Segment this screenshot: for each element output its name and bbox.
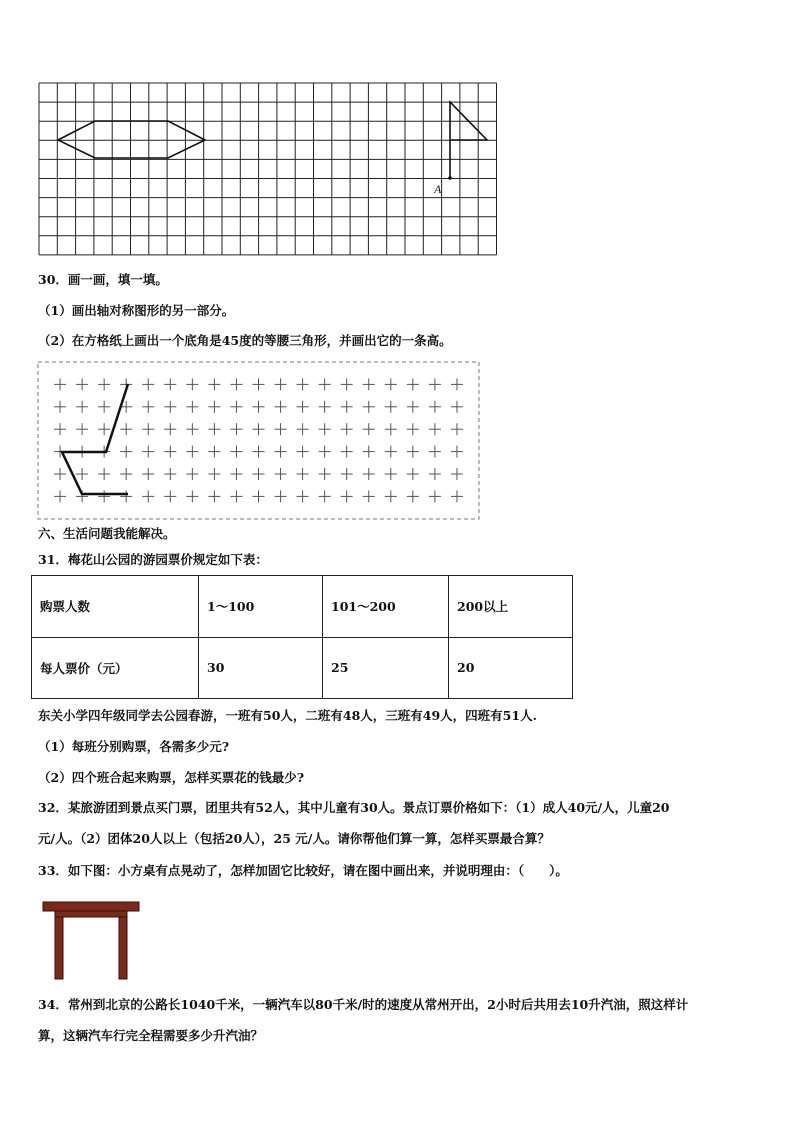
q34-line1: 34．常州到北京的公路长1040千米，一辆汽车以80千米/时的速度从常州开出，2小时后共用去10升汽油，照这样计 — [38, 997, 689, 1012]
q32-line2: 元/人。（2）团体20人以上（包括20人），25 元/人。请你帮他们算一算，怎样买票最合算？ — [38, 831, 550, 846]
square-table-illustration — [42, 900, 142, 982]
grid-figure-2 — [0, 350, 794, 525]
q31-part2: （2）四个班合起来购票，怎样买票花的钱最少? — [38, 770, 305, 785]
table-cell: 20 — [449, 637, 573, 699]
q30-part2: （2）在方格纸上画出一个底角是45度的等腰三角形，并画出它的一条高。 — [38, 333, 452, 348]
ticket-price-table — [31, 575, 573, 699]
q33-title: 33．如下图：小方桌有点晃动了，怎样加固它比较好，请在图中画出来，并说明理由：（ ）。 — [38, 863, 568, 878]
section6-title: 六、生活问题我能解决。 — [38, 526, 176, 541]
hexagon-shape — [58, 121, 205, 158]
partial-figure-shape — [62, 384, 128, 494]
q31-context: 东关小学四年级同学去公园春游，一班有50人，二班有48人，三班有49人，四班有51人. — [38, 708, 537, 723]
q31-part1: （1）每班分别购票，各需多少元? — [38, 739, 230, 754]
q31-title: 31．梅花山公园的游园票价规定如下表： — [38, 552, 268, 567]
table-cell: 200以上 — [449, 576, 573, 638]
point-a-dot — [448, 176, 452, 180]
point-a-label: A — [434, 182, 442, 196]
table-cell: 25 — [323, 637, 449, 699]
table-cell: 30 — [199, 637, 323, 699]
q30-title: 30．画一画，填一填。 — [38, 272, 168, 287]
q34-line2: 算，这辆汽车行完全程需要多少升汽油？ — [38, 1028, 264, 1043]
table-cell: 每人票价（元） — [32, 637, 199, 699]
table-row — [32, 637, 573, 699]
half-figure-shape — [450, 102, 487, 178]
grid-figure-1 — [0, 0, 794, 260]
table-cell: 1～100 — [199, 576, 323, 638]
table-cell: 101～200 — [323, 576, 449, 638]
q32-line1: 32．某旅游团到景点买门票，团里共有52人，其中儿童有30人。景点订票价格如下：（1）成人40元/人，儿童20 — [38, 800, 670, 815]
table-row — [32, 576, 573, 638]
q30-part1: （1）画出轴对称图形的另一部分。 — [38, 303, 235, 318]
table-cell: 购票人数 — [32, 576, 199, 638]
